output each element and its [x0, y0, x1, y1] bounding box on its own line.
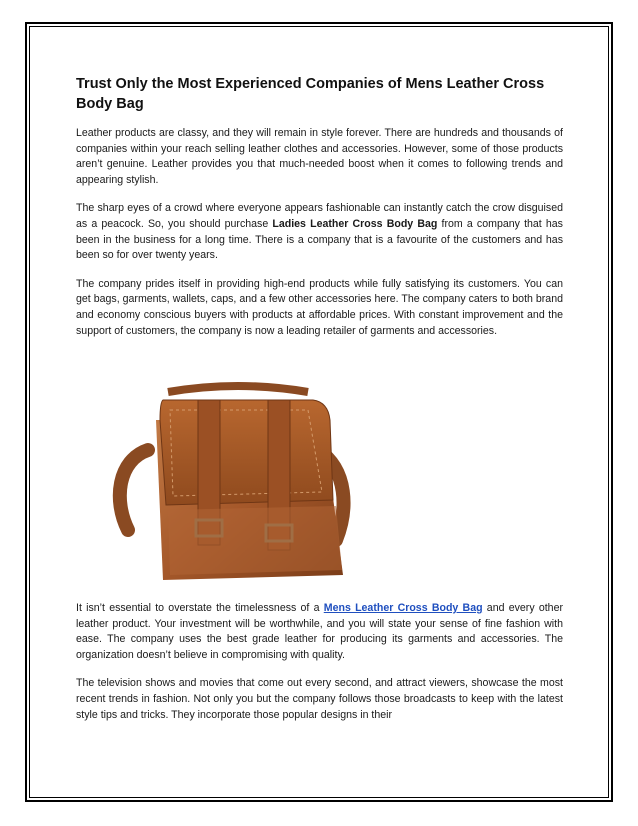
product-image-leather-bag — [108, 380, 353, 590]
leather-bag-illustration — [108, 380, 353, 590]
paragraph-5: The television shows and movies that come out every second, and attract viewers, showcase the most recent trends in fashion. Not only you but the company follows those broadcasts to keep with the latest style tips and tricks. They incorporate those popular designs in their — [76, 677, 563, 721]
paragraph-4-text-a: It isn’t essential to overstate the timelessness of a — [76, 602, 324, 614]
paragraph-2-text-b: from a company that has been in the business for a long time. There is a company that is a favourite of the customers and has been so for over twenty years. — [76, 217, 563, 262]
paragraph-2 — [76, 201, 563, 263]
paragraph-2-text-a: The sharp eyes of a crowd where everyone appears fashionable can instantly catch the crow disguised as a peacock. So, you should purchase — [76, 202, 563, 230]
article-body — [76, 74, 563, 352]
paragraph-4-text-b: and every other leather product. Your investment will be worthwhile, and you will state your sense of fine fashion with ease. The company uses the best grade leather for producing its garments and accessories. The organization doesn’t believe in compromising with quality. — [76, 602, 563, 661]
page-title: Trust Only the Most Experienced Companies of Mens Leather Cross Body Bag — [76, 76, 545, 112]
paragraph-1: Leather products are classy, and they will remain in style forever. There are hundreds and thousands of companies within your reach selling leather clothes and accessories. However, some of those products aren’t genuine. Leather provides you that much-needed boost when it comes to following trends and appearing stylish. — [76, 127, 563, 186]
article-body-lower — [76, 601, 563, 736]
product-name-bold: Ladies Leather Cross Body Bag — [272, 217, 438, 230]
paragraph-3: The company prides itself in providing high-end products while fully satisfying its customers. You can get bags, garments, wallets, caps, and a few other accessories here. The company caters to both brand and economy conscious buyers with products at affordable prices. With constant improvement and the support of customers, the company is now a leading retailer of garments and accessories. — [76, 277, 563, 337]
paragraph-4 — [76, 601, 563, 663]
product-link[interactable]: Mens Leather Cross Body Bag — [323, 602, 483, 614]
